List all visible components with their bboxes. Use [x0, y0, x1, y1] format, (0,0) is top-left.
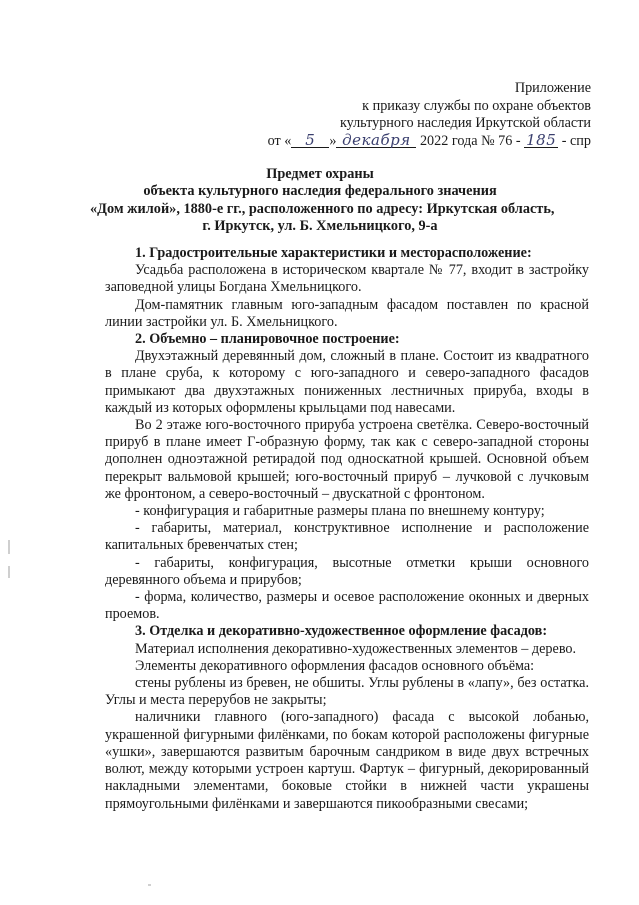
section-1-heading: 1. Градостроительные характеристики и месторасположение: [135, 245, 532, 261]
title-line-3: «Дом жилой», 1880-е гг., расположенного по адресу: Иркутская область, [90, 200, 555, 217]
section-2-list-item-4: - форма, количество, размеры и осевое расположение оконных и дверных проемов. [105, 589, 589, 623]
handwritten-number: 185 [526, 130, 557, 149]
section-3-paragraph-1: Материал исполнения декоративно-художественных элементов – дерево. [135, 640, 577, 657]
date-year: 2022 года № 76 - [419, 132, 521, 149]
section-3-paragraph-2: Элементы декоративного оформления фасадов основного объёма: [135, 657, 535, 674]
attachment-header [268, 80, 591, 150]
date-prefix: от « [267, 132, 292, 149]
section-2-heading: 2. Объемно – планировочное построение: [135, 331, 400, 348]
title-line-4: г. Иркутск, ул. Б. Хмельницкого, 9-а [202, 218, 438, 235]
date-suffix: - спр [561, 132, 591, 149]
section-2-list-item-2: - габариты, материал, конструктивное исполнение и расположение капитальных бревенчатых стен; [105, 520, 589, 554]
section-3-paragraph-3: стены рублены из бревен, не обшиты. Углы рублены в «лапу», без остатка. Углы и места перерубов не закрыты; [105, 675, 589, 709]
document-title [90, 166, 555, 236]
attachment-line-3: культурного наследия Иркутской области [339, 115, 591, 131]
title-line-2: объекта культурного наследия федерального значения [143, 183, 497, 200]
section-2-paragraph-1: Двухэтажный деревянный дом, сложный в плане. Состоит из квадратного в плане сруба, к которому с юго-западного и северо-западного фасадов примыкают два двухэтажных пониженных лестничных прирубa, входы в каждый из которых оформлены крыльцами под навесами. [105, 348, 589, 416]
section-3-paragraph-4: наличники главного (юго-западного) фасада с высокой лобанью, украшенной фигурными филёнками, по бокам которой расположены фигурные «ушки», завершаются развитым барочным сандриком в виде двух встречных волют, между которыми устроен картуш. Фартук – фигурный, декорированный накладными элементами, боковые стойки в нижней части украшены прямоугольными филёнками и завершаются пикообразными свесами; [105, 709, 589, 812]
scan-speck [148, 884, 151, 886]
section-1-paragraph-1: Усадьба расположена в историческом квартале № 77, входит в застройку заповедной улицы Богдана Хмельницкого. [105, 262, 589, 296]
section-2-list-item-3: - габариты, конфигурация, высотные отметки крыши основного деревянного объема и прирубов; [105, 554, 589, 588]
section-2-list-item-1: - конфигурация и габаритные размеры плана по внешнему контуру; [135, 503, 545, 520]
handwritten-month: декабря [336, 133, 416, 148]
attachment-line-2: к приказу службы по охране объектов [362, 97, 591, 114]
title-line-1: Предмет охраны [266, 166, 374, 182]
date-mid: » [329, 132, 337, 149]
section-1-paragraph-2: Дом-памятник главным юго-западным фасадом поставлен по красной линии застройки ул. Б. Хмельницкого. [105, 296, 589, 330]
scan-margin-mark [8, 566, 10, 578]
attachment-line-1: Приложение [514, 80, 591, 96]
document-body [105, 245, 589, 813]
section-3-heading: 3. Отделка и декоративно-художественное оформление фасадов: [135, 623, 548, 640]
scan-margin-mark [8, 540, 10, 554]
handwritten-day: 5 [291, 133, 329, 148]
section-2-paragraph-2: Во 2 этаже юго-восточного прируба устроена светёлка. Северо-восточный прируб в плане имеет Г-образную форму, так как с северо-западной стороны дополнен одноэтажной ретирадой под односкатной крышей. Основной объем перекрыт вальмовой крышей; юго-восточный прируб – лучковой с лучковым же фронтоном, а северо-восточный – двускатной с фронтоном. [105, 417, 589, 502]
attachment-date-line [267, 130, 591, 151]
